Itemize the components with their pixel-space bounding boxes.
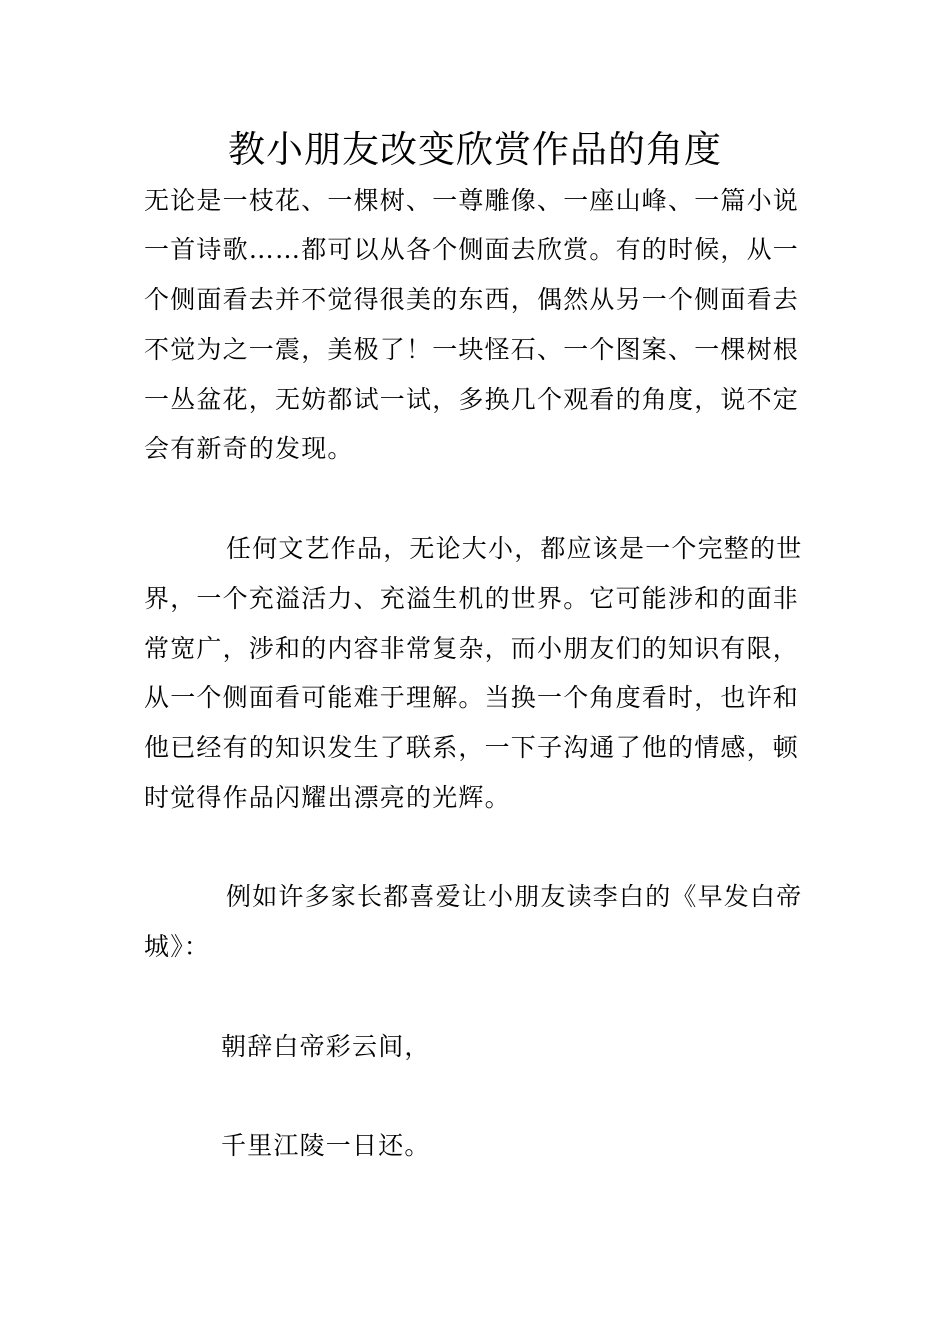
paragraph-2-line-5: 他已经有的知识发生了联系，一下子沟通了他的情感，顿 — [144, 733, 800, 762]
paragraph-1-line-6: 会有新奇的发现。 — [144, 434, 354, 463]
paragraph-2-line-4: 从一个侧面看可能难于理解。当换一个角度看时，也许和 — [144, 683, 800, 712]
paragraph-1-line-3: 个侧面看去并不觉得很美的东西，偶然从另一个侧面看去 — [144, 285, 800, 314]
paragraph-2-line-3: 常宽广，涉和的内容非常复杂，而小朋友们的知识有限， — [144, 634, 800, 663]
paragraph-3-line-2: 城》： — [144, 932, 211, 961]
paragraph-1-line-2: 一首诗歌……都可以从各个侧面去欣赏。有的时候，从一 — [144, 235, 800, 264]
paragraph-2-line-2: 界，一个充溢活力、充溢生机的世界。它可能涉和的面非 — [144, 584, 800, 613]
paragraph-3-line-1: 例如许多家长都喜爱让小朋友读李白的《早发白帝 — [226, 882, 803, 911]
document-title: 教小朋友改变欣赏作品的角度 — [228, 128, 722, 171]
poem-line-1: 朝辞白帝彩云间， — [221, 1032, 431, 1061]
paragraph-2-line-1: 任何文艺作品，无论大小，都应该是一个完整的世 — [226, 534, 803, 563]
poem-line-2: 千里江陵一日还。 — [221, 1131, 431, 1160]
paragraph-1-line-5: 一丛盆花，无妨都试一试，多换几个观看的角度，说不定 — [144, 385, 800, 414]
paragraph-1-line-1: 无论是一枝花、一棵树、一尊雕像、一座山峰、一篇小说 — [144, 186, 800, 215]
paragraph-1-line-4: 不觉为之一震，美极了！一块怪石、一个图案、一棵树根 — [144, 335, 800, 364]
paragraph-2-line-6: 时觉得作品闪耀出漂亮的光辉。 — [144, 783, 511, 812]
